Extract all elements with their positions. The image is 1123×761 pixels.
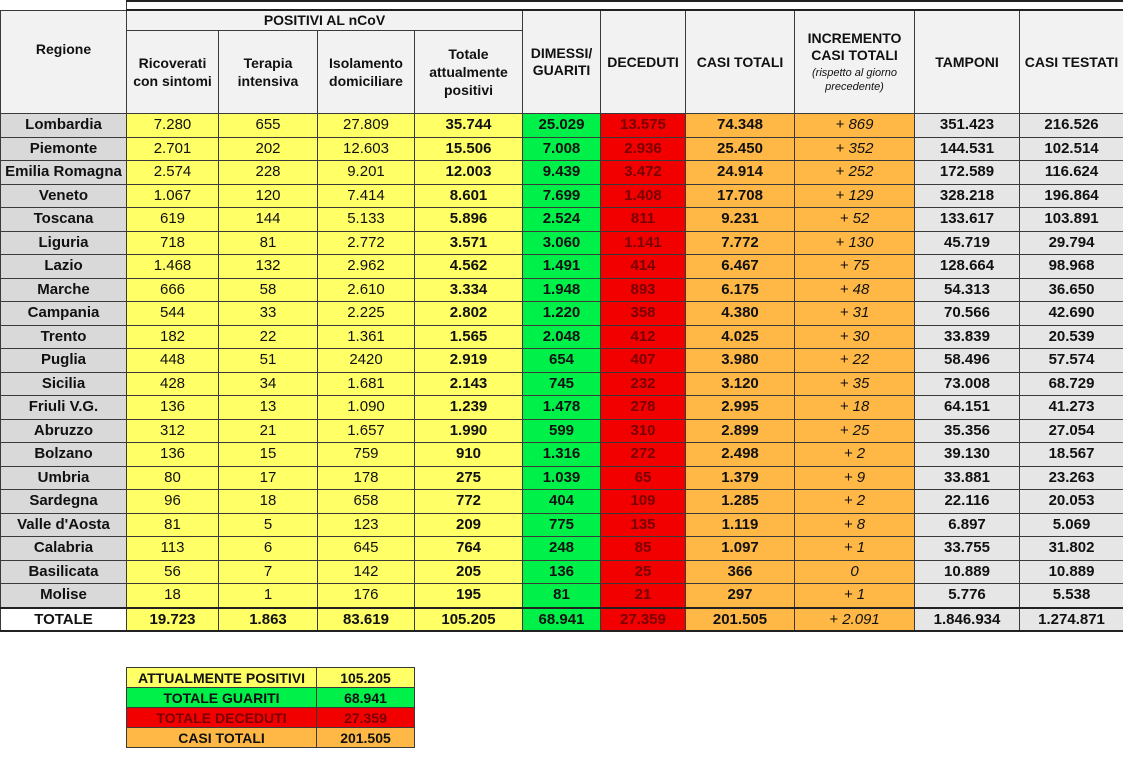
header-tamponi: TAMPONI	[915, 10, 1020, 114]
cell-regione: Basilicata	[1, 560, 127, 584]
cell-isolamento: 178	[318, 466, 415, 490]
cell-casi-testati: 20.539	[1020, 325, 1123, 349]
cell-isolamento: 1.681	[318, 372, 415, 396]
cell-terapia: 18	[219, 490, 318, 514]
cell-casi-totali: 74.348	[686, 114, 795, 138]
total-totale: 105.205	[415, 608, 523, 631]
cell-incremento: + 2	[795, 443, 915, 467]
cell-isolamento: 123	[318, 513, 415, 537]
table-row	[1, 537, 1123, 561]
table-row	[1, 255, 1123, 279]
cell-totale-positivi: 5.896	[415, 208, 523, 232]
cell-tamponi: 133.617	[915, 208, 1020, 232]
cell-ricoverati: 666	[127, 278, 219, 302]
cell-casi-totali: 3.120	[686, 372, 795, 396]
cell-casi-testati: 41.273	[1020, 396, 1123, 420]
summary-value: 105.205	[317, 668, 415, 688]
header-totale-positivi: Totale attualmente positivi	[415, 31, 523, 114]
cell-tamponi: 172.589	[915, 161, 1020, 185]
cell-ricoverati: 7.280	[127, 114, 219, 138]
cell-deceduti: 278	[601, 396, 686, 420]
table-row	[1, 137, 1123, 161]
cell-tamponi: 5.776	[915, 584, 1020, 608]
cell-tamponi: 33.881	[915, 466, 1020, 490]
cell-deceduti: 21	[601, 584, 686, 608]
cell-casi-testati: 10.889	[1020, 560, 1123, 584]
cell-tamponi: 33.755	[915, 537, 1020, 561]
cell-dimessi: 1.491	[523, 255, 601, 279]
cell-incremento: + 1	[795, 537, 915, 561]
cell-regione: Umbria	[1, 466, 127, 490]
cell-incremento: + 22	[795, 349, 915, 373]
cell-casi-testati: 116.624	[1020, 161, 1123, 185]
cell-casi-totali: 1.097	[686, 537, 795, 561]
cell-ricoverati: 2.701	[127, 137, 219, 161]
total-incremento: + 2.091	[795, 608, 915, 631]
cell-deceduti: 232	[601, 372, 686, 396]
total-tamponi: 1.846.934	[915, 608, 1020, 631]
cell-isolamento: 142	[318, 560, 415, 584]
cell-deceduti: 358	[601, 302, 686, 326]
cell-incremento: + 2	[795, 490, 915, 514]
cell-casi-testati: 27.054	[1020, 419, 1123, 443]
cell-dimessi: 136	[523, 560, 601, 584]
cell-incremento: 0	[795, 560, 915, 584]
header-terapia: Terapia intensiva	[219, 31, 318, 114]
cell-isolamento: 2.962	[318, 255, 415, 279]
cell-totale-positivi: 1.565	[415, 325, 523, 349]
cell-terapia: 22	[219, 325, 318, 349]
cell-terapia: 81	[219, 231, 318, 255]
table-row	[1, 302, 1123, 326]
header-positivi-group: POSITIVI AL nCoV	[127, 10, 523, 31]
cell-tamponi: 45.719	[915, 231, 1020, 255]
cell-totale-positivi: 4.562	[415, 255, 523, 279]
cell-totale-positivi: 205	[415, 560, 523, 584]
cell-dimessi: 1.948	[523, 278, 601, 302]
cell-incremento: + 30	[795, 325, 915, 349]
cell-tamponi: 144.531	[915, 137, 1020, 161]
cell-totale-positivi: 195	[415, 584, 523, 608]
cell-casi-totali: 3.980	[686, 349, 795, 373]
cell-deceduti: 310	[601, 419, 686, 443]
cell-casi-totali: 2.995	[686, 396, 795, 420]
cell-casi-totali: 1.285	[686, 490, 795, 514]
cell-casi-testati: 42.690	[1020, 302, 1123, 326]
cell-isolamento: 1.090	[318, 396, 415, 420]
cell-tamponi: 22.116	[915, 490, 1020, 514]
cell-terapia: 21	[219, 419, 318, 443]
cell-ricoverati: 312	[127, 419, 219, 443]
cell-casi-testati: 196.864	[1020, 184, 1123, 208]
cell-incremento: + 1	[795, 584, 915, 608]
cell-tamponi: 73.008	[915, 372, 1020, 396]
cell-casi-totali: 6.467	[686, 255, 795, 279]
cell-isolamento: 7.414	[318, 184, 415, 208]
cell-casi-totali: 24.914	[686, 161, 795, 185]
cell-tamponi: 10.889	[915, 560, 1020, 584]
cell-casi-totali: 2.498	[686, 443, 795, 467]
cell-totale-positivi: 2.143	[415, 372, 523, 396]
header-deceduti: DECEDUTI	[601, 10, 686, 114]
cell-tamponi: 70.566	[915, 302, 1020, 326]
cell-casi-totali: 25.450	[686, 137, 795, 161]
cell-ricoverati: 113	[127, 537, 219, 561]
header-casi-testati: CASI TESTATI	[1020, 10, 1123, 114]
cell-dimessi: 7.699	[523, 184, 601, 208]
cell-incremento: + 8	[795, 513, 915, 537]
total-terapia: 1.863	[219, 608, 318, 631]
cell-incremento: + 31	[795, 302, 915, 326]
cell-regione: Piemonte	[1, 137, 127, 161]
cell-totale-positivi: 12.003	[415, 161, 523, 185]
cell-dimessi: 3.060	[523, 231, 601, 255]
cell-regione: Sicilia	[1, 372, 127, 396]
cell-regione: Lazio	[1, 255, 127, 279]
cell-deceduti: 414	[601, 255, 686, 279]
cell-incremento: + 48	[795, 278, 915, 302]
table-row	[1, 490, 1123, 514]
cell-isolamento: 2.772	[318, 231, 415, 255]
table-row	[1, 325, 1123, 349]
cell-isolamento: 27.809	[318, 114, 415, 138]
cell-dimessi: 1.039	[523, 466, 601, 490]
cell-regione: Trento	[1, 325, 127, 349]
cell-isolamento: 1.361	[318, 325, 415, 349]
cell-regione: Bolzano	[1, 443, 127, 467]
table-row	[1, 466, 1123, 490]
cell-casi-testati: 103.891	[1020, 208, 1123, 232]
cell-deceduti: 1.141	[601, 231, 686, 255]
table-row	[1, 584, 1123, 608]
cell-regione: Friuli V.G.	[1, 396, 127, 420]
cell-totale-positivi: 8.601	[415, 184, 523, 208]
cell-incremento: + 35	[795, 372, 915, 396]
cell-terapia: 33	[219, 302, 318, 326]
summary-label: TOTALE DECEDUTI	[127, 708, 317, 728]
cell-totale-positivi: 1.239	[415, 396, 523, 420]
cell-ricoverati: 56	[127, 560, 219, 584]
cell-terapia: 132	[219, 255, 318, 279]
cell-ricoverati: 448	[127, 349, 219, 373]
cell-incremento: + 9	[795, 466, 915, 490]
cell-terapia: 120	[219, 184, 318, 208]
cell-casi-testati: 31.802	[1020, 537, 1123, 561]
cell-terapia: 202	[219, 137, 318, 161]
cell-casi-totali: 1.379	[686, 466, 795, 490]
cell-tamponi: 54.313	[915, 278, 1020, 302]
cell-casi-totali: 17.708	[686, 184, 795, 208]
cell-tamponi: 35.356	[915, 419, 1020, 443]
cell-incremento: + 25	[795, 419, 915, 443]
summary-table	[126, 667, 415, 748]
table-row	[1, 372, 1123, 396]
cell-regione: Veneto	[1, 184, 127, 208]
cell-casi-totali: 366	[686, 560, 795, 584]
cell-casi-testati: 5.538	[1020, 584, 1123, 608]
cell-isolamento: 759	[318, 443, 415, 467]
cell-terapia: 228	[219, 161, 318, 185]
cell-tamponi: 351.423	[915, 114, 1020, 138]
cell-dimessi: 1.316	[523, 443, 601, 467]
cell-casi-testati: 36.650	[1020, 278, 1123, 302]
cell-incremento: + 130	[795, 231, 915, 255]
cell-casi-testati: 23.263	[1020, 466, 1123, 490]
cell-tamponi: 328.218	[915, 184, 1020, 208]
summary-value: 68.941	[317, 688, 415, 708]
cell-incremento: + 869	[795, 114, 915, 138]
total-dimessi: 68.941	[523, 608, 601, 631]
table-row	[1, 560, 1123, 584]
summary-row-guariti	[127, 688, 415, 708]
cell-deceduti: 85	[601, 537, 686, 561]
summary-label: ATTUALMENTE POSITIVI	[127, 668, 317, 688]
cell-regione: Molise	[1, 584, 127, 608]
table-row	[1, 231, 1123, 255]
cell-regione: Puglia	[1, 349, 127, 373]
cell-deceduti: 412	[601, 325, 686, 349]
summary-value: 201.505	[317, 728, 415, 748]
cell-deceduti: 407	[601, 349, 686, 373]
cell-casi-totali: 6.175	[686, 278, 795, 302]
cell-dimessi: 745	[523, 372, 601, 396]
total-testati: 1.274.871	[1020, 608, 1123, 631]
cell-dimessi: 25.029	[523, 114, 601, 138]
cell-ricoverati: 544	[127, 302, 219, 326]
cell-tamponi: 39.130	[915, 443, 1020, 467]
cell-ricoverati: 182	[127, 325, 219, 349]
cell-tamponi: 64.151	[915, 396, 1020, 420]
cell-isolamento: 1.657	[318, 419, 415, 443]
summary-row-deceduti	[127, 708, 415, 728]
table-row	[1, 396, 1123, 420]
summary-row-casi	[127, 728, 415, 748]
summary-label: CASI TOTALI	[127, 728, 317, 748]
cell-deceduti: 3.472	[601, 161, 686, 185]
cell-dimessi: 9.439	[523, 161, 601, 185]
cell-dimessi: 404	[523, 490, 601, 514]
cell-regione: Lombardia	[1, 114, 127, 138]
cell-casi-testati: 68.729	[1020, 372, 1123, 396]
cell-casi-totali: 4.380	[686, 302, 795, 326]
cell-totale-positivi: 15.506	[415, 137, 523, 161]
total-deceduti: 27.359	[601, 608, 686, 631]
cell-dimessi: 248	[523, 537, 601, 561]
cell-deceduti: 13.575	[601, 114, 686, 138]
header-incremento	[795, 10, 915, 114]
header-isolamento: Isolamento domiciliare	[318, 31, 415, 114]
cell-casi-testati: 29.794	[1020, 231, 1123, 255]
cell-totale-positivi: 910	[415, 443, 523, 467]
cell-dimessi: 2.048	[523, 325, 601, 349]
cell-deceduti: 65	[601, 466, 686, 490]
table-row	[1, 513, 1123, 537]
cell-deceduti: 272	[601, 443, 686, 467]
cell-isolamento: 12.603	[318, 137, 415, 161]
header-row-top	[1, 10, 1123, 31]
cell-dimessi: 81	[523, 584, 601, 608]
header-ricoverati: Ricoverati con sintomi	[127, 31, 219, 114]
cell-casi-testati: 20.053	[1020, 490, 1123, 514]
cell-totale-positivi: 1.990	[415, 419, 523, 443]
cell-ricoverati: 96	[127, 490, 219, 514]
cell-terapia: 34	[219, 372, 318, 396]
cell-regione: Valle d'Aosta	[1, 513, 127, 537]
header-dimessi: DIMESSI/ GUARITI	[523, 10, 601, 114]
cell-terapia: 1	[219, 584, 318, 608]
cell-terapia: 58	[219, 278, 318, 302]
header-regione: Regione	[1, 10, 127, 114]
header-incremento-title: INCREMENTO CASI TOTALI	[807, 30, 902, 63]
cell-ricoverati: 2.574	[127, 161, 219, 185]
cell-casi-testati: 18.567	[1020, 443, 1123, 467]
cell-totale-positivi: 3.571	[415, 231, 523, 255]
cell-deceduti: 2.936	[601, 137, 686, 161]
cell-terapia: 51	[219, 349, 318, 373]
table-row	[1, 349, 1123, 373]
cell-totale-positivi: 275	[415, 466, 523, 490]
cell-totale-positivi: 2.919	[415, 349, 523, 373]
cell-incremento: + 352	[795, 137, 915, 161]
cell-casi-totali: 7.772	[686, 231, 795, 255]
table-row	[1, 278, 1123, 302]
summary-value: 27.359	[317, 708, 415, 728]
cell-dimessi: 599	[523, 419, 601, 443]
cell-terapia: 655	[219, 114, 318, 138]
cell-incremento: + 75	[795, 255, 915, 279]
cell-terapia: 144	[219, 208, 318, 232]
table-row	[1, 161, 1123, 185]
cell-casi-testati: 102.514	[1020, 137, 1123, 161]
cell-ricoverati: 81	[127, 513, 219, 537]
cell-isolamento: 2420	[318, 349, 415, 373]
total-label: TOTALE	[1, 608, 127, 631]
total-casi: 201.505	[686, 608, 795, 631]
cell-dimessi: 1.478	[523, 396, 601, 420]
header-incremento-sub: (rispetto al giorno precedente)	[812, 67, 897, 93]
cell-isolamento: 658	[318, 490, 415, 514]
cell-casi-totali: 4.025	[686, 325, 795, 349]
cell-isolamento: 2.610	[318, 278, 415, 302]
cell-casi-testati: 5.069	[1020, 513, 1123, 537]
cell-casi-testati: 98.968	[1020, 255, 1123, 279]
cell-terapia: 6	[219, 537, 318, 561]
cell-deceduti: 135	[601, 513, 686, 537]
cell-isolamento: 645	[318, 537, 415, 561]
table-row	[1, 184, 1123, 208]
cell-isolamento: 9.201	[318, 161, 415, 185]
cell-terapia: 13	[219, 396, 318, 420]
cell-incremento: + 18	[795, 396, 915, 420]
cell-terapia: 5	[219, 513, 318, 537]
cell-deceduti: 1.408	[601, 184, 686, 208]
cell-casi-totali: 297	[686, 584, 795, 608]
cell-incremento: + 52	[795, 208, 915, 232]
cell-dimessi: 654	[523, 349, 601, 373]
cell-terapia: 7	[219, 560, 318, 584]
table-row	[1, 114, 1123, 138]
header-casi-totali: CASI TOTALI	[686, 10, 795, 114]
cell-deceduti: 109	[601, 490, 686, 514]
summary-row-positivi	[127, 668, 415, 688]
cell-dimessi: 1.220	[523, 302, 601, 326]
cell-terapia: 17	[219, 466, 318, 490]
cell-tamponi: 128.664	[915, 255, 1020, 279]
cell-ricoverati: 80	[127, 466, 219, 490]
cell-totale-positivi: 772	[415, 490, 523, 514]
cell-dimessi: 7.008	[523, 137, 601, 161]
cell-deceduti: 893	[601, 278, 686, 302]
cell-terapia: 15	[219, 443, 318, 467]
cell-casi-testati: 57.574	[1020, 349, 1123, 373]
cell-incremento: + 252	[795, 161, 915, 185]
cell-casi-totali: 1.119	[686, 513, 795, 537]
total-row	[1, 608, 1123, 631]
table-row	[1, 419, 1123, 443]
cell-regione: Sardegna	[1, 490, 127, 514]
cell-incremento: + 129	[795, 184, 915, 208]
cell-casi-totali: 2.899	[686, 419, 795, 443]
cell-deceduti: 25	[601, 560, 686, 584]
cell-isolamento: 2.225	[318, 302, 415, 326]
cell-tamponi: 58.496	[915, 349, 1020, 373]
cell-ricoverati: 718	[127, 231, 219, 255]
cell-regione: Liguria	[1, 231, 127, 255]
cell-isolamento: 176	[318, 584, 415, 608]
cell-totale-positivi: 764	[415, 537, 523, 561]
table-row	[1, 208, 1123, 232]
cell-ricoverati: 1.468	[127, 255, 219, 279]
cell-regione: Campania	[1, 302, 127, 326]
cell-ricoverati: 136	[127, 396, 219, 420]
cell-ricoverati: 619	[127, 208, 219, 232]
cell-dimessi: 775	[523, 513, 601, 537]
cell-totale-positivi: 2.802	[415, 302, 523, 326]
cell-isolamento: 5.133	[318, 208, 415, 232]
cell-regione: Calabria	[1, 537, 127, 561]
cell-regione: Toscana	[1, 208, 127, 232]
table-row	[1, 443, 1123, 467]
cell-regione: Marche	[1, 278, 127, 302]
total-isolamento: 83.619	[318, 608, 415, 631]
cell-ricoverati: 136	[127, 443, 219, 467]
table-body	[1, 114, 1123, 608]
cell-tamponi: 33.839	[915, 325, 1020, 349]
cell-regione: Abruzzo	[1, 419, 127, 443]
total-ricoverati: 19.723	[127, 608, 219, 631]
cell-casi-totali: 9.231	[686, 208, 795, 232]
top-border-row	[1, 1, 1123, 10]
cell-deceduti: 811	[601, 208, 686, 232]
summary-label: TOTALE GUARITI	[127, 688, 317, 708]
cell-totale-positivi: 3.334	[415, 278, 523, 302]
cell-ricoverati: 1.067	[127, 184, 219, 208]
cell-dimessi: 2.524	[523, 208, 601, 232]
cell-totale-positivi: 35.744	[415, 114, 523, 138]
cell-ricoverati: 428	[127, 372, 219, 396]
cell-totale-positivi: 209	[415, 513, 523, 537]
cell-casi-testati: 216.526	[1020, 114, 1123, 138]
cell-ricoverati: 18	[127, 584, 219, 608]
cell-regione: Emilia Romagna	[1, 161, 127, 185]
cell-tamponi: 6.897	[915, 513, 1020, 537]
